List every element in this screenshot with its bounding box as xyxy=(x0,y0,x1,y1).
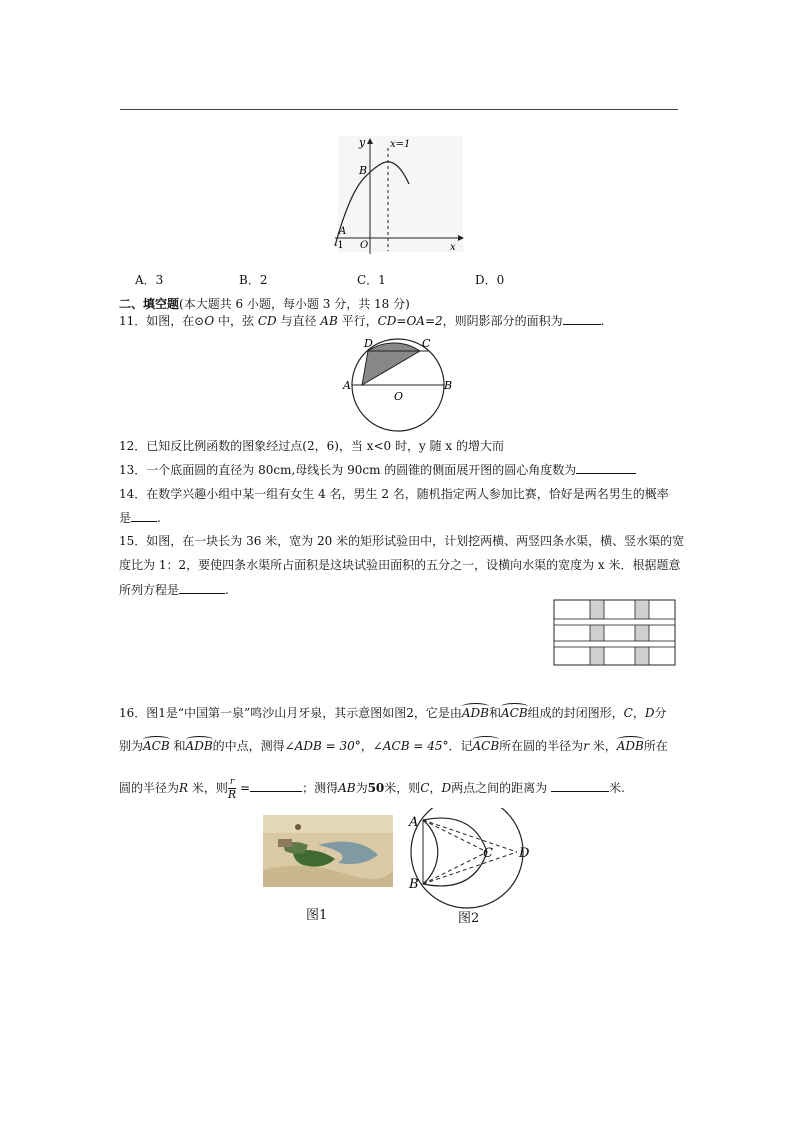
q11-diameter: AB xyxy=(320,314,338,328)
point-c: C xyxy=(623,706,633,720)
q16-text: 和 xyxy=(173,739,186,753)
arc-adb: ADB xyxy=(185,739,213,753)
question-16-line3 xyxy=(119,776,625,801)
q11-equation: CD=OA=2 xyxy=(377,314,443,328)
point-a-label: A xyxy=(339,226,347,237)
arc-adb: ADB xyxy=(461,706,489,720)
angle-adb: ∠ADB = 30° xyxy=(284,739,361,753)
q16-text: 的中点，测得 xyxy=(212,739,285,753)
q16-text: 别为 xyxy=(119,739,144,753)
q16-text: 米， xyxy=(588,739,617,753)
arc-acb: ACB xyxy=(500,706,528,720)
q16-fig-num: 1 xyxy=(158,706,166,720)
choice-d: D．0 xyxy=(475,273,505,287)
q16-text: 为 xyxy=(355,781,368,795)
q16-fig-num: 2 xyxy=(406,706,414,720)
q11-text: 平行， xyxy=(337,314,378,328)
question-15-line2: 度比为 1：2，要使四条水渠所占面积是这块试验田面积的五分之一，设横向水渠的宽度为 x 米．根据题意 xyxy=(119,558,681,572)
x-axis-label: x xyxy=(450,242,456,253)
radius-big-r: R xyxy=(179,781,189,795)
label-d: D xyxy=(364,337,373,350)
q11-text: . xyxy=(600,314,605,328)
arc-adb: ADB xyxy=(616,739,644,753)
q13-text: 13．一个底面圆的直径为 80cm,母线长为 90cm 的圆锥的侧面展开图的圆心角度数为 xyxy=(119,463,577,477)
answer-blank xyxy=(131,510,157,522)
question-15-line3 xyxy=(119,582,229,597)
choice-b: B．2 xyxy=(239,273,268,287)
answer-blank xyxy=(576,462,636,474)
fraction-numerator: r xyxy=(229,777,235,787)
label-a: A xyxy=(409,815,419,830)
fraction-r-over-R xyxy=(228,776,236,801)
label-b: B xyxy=(444,379,453,392)
segment-ab: AB xyxy=(338,781,356,795)
q11-number: 11． xyxy=(119,314,147,328)
q16-text: ， xyxy=(429,781,442,795)
label-a: A xyxy=(343,379,351,392)
q14-text: 是 xyxy=(119,511,132,525)
point-d: D xyxy=(644,706,655,720)
axis-of-symmetry-label: x=1 xyxy=(390,139,411,150)
question-16-line1 xyxy=(119,704,667,720)
q16-text: 分 xyxy=(654,706,667,720)
question-11 xyxy=(119,313,605,328)
crescent-spring-photo xyxy=(263,815,393,887)
origin-label: O xyxy=(360,240,369,251)
label-b: B xyxy=(409,877,419,892)
section-heading xyxy=(119,297,410,311)
q16-text: 两点之间的距离为 xyxy=(451,781,548,795)
q16-text: 圆的半径为 xyxy=(119,781,180,795)
q16-text: ；测得 xyxy=(302,781,339,795)
question-16-line2 xyxy=(119,737,668,753)
length-value: 50 xyxy=(367,781,385,795)
q11-text: 中，弦 xyxy=(214,314,258,328)
question-13 xyxy=(119,462,636,477)
q11-circle-o: O xyxy=(204,314,215,328)
question-15-line1: 15．如图，在一块长为 36 米，宽为 20 米的矩形试验田中，计划挖两横、两竖四条水渠，横、竖水渠的宽 xyxy=(119,534,685,548)
circle-figure xyxy=(340,334,455,434)
figure-2-caption: 图2 xyxy=(458,911,480,926)
q16-text: 米，则 xyxy=(384,781,421,795)
q15-text: 所列方程是 xyxy=(119,583,180,597)
answer-blank xyxy=(179,582,225,594)
q16-text: 米. xyxy=(609,781,625,795)
q16-text: ， xyxy=(360,739,373,753)
choice-a: A．3 xyxy=(135,273,164,287)
fraction-denominator: R xyxy=(227,788,237,801)
q16-text: 是“中国第一泉”鸣沙山月牙泉，其示意图如图 xyxy=(165,706,407,720)
q16-number: 16．图 xyxy=(119,706,159,720)
q14-text: . xyxy=(157,511,161,525)
label-o: O xyxy=(394,390,404,403)
point-c: C xyxy=(420,781,430,795)
label-c: C xyxy=(422,337,431,350)
label-c: C xyxy=(483,846,493,861)
y-axis-label: y xyxy=(359,136,366,149)
radius-r: r xyxy=(583,739,589,753)
q16-text: 米，则 xyxy=(188,781,228,795)
answer-blank xyxy=(250,780,302,792)
q16-text: 和 xyxy=(488,706,501,720)
figure-1-caption: 图1 xyxy=(306,908,328,923)
question-14-line2 xyxy=(119,510,161,525)
angle-acb: ∠ACB = 45° xyxy=(372,739,449,753)
question-14-line1: 14．在数学兴趣小组中某一组有女生 4 名，男生 2 名，随机指定两人参加比赛，恰好是两名男生的概率 xyxy=(119,487,669,501)
q15-text: . xyxy=(225,583,229,597)
point-b-label: B xyxy=(359,164,368,177)
q11-text: 如图，在⊙ xyxy=(146,314,205,328)
q16-text: 所在圆的半径为 xyxy=(499,739,584,753)
section-note: (本大题共 6 小题，每小题 3 分，共 18 分) xyxy=(179,297,410,311)
parabola-graph xyxy=(330,136,465,256)
section-title: 二、填空题 xyxy=(119,297,180,311)
q16-text: ，它是由 xyxy=(413,706,462,720)
canal-figure xyxy=(553,599,677,667)
neg-one-label: -1 xyxy=(334,240,344,251)
q16-text: 组成的封闭图形， xyxy=(527,706,624,720)
choice-c: C．1 xyxy=(357,273,386,287)
q16-text: 所在 xyxy=(643,739,668,753)
arc-acb: ACB xyxy=(143,739,170,753)
header-rule xyxy=(120,109,678,110)
label-d: D xyxy=(519,846,530,861)
q16-text: ．记 xyxy=(448,739,473,753)
point-d: D xyxy=(441,781,452,795)
answer-blank xyxy=(563,313,601,325)
question-12: 12．已知反比例函数的图象经过点(2，6)，当 x<0 时，y 随 x 的增大而 xyxy=(119,439,504,453)
q16-text: = xyxy=(236,781,251,795)
q11-text: 与直径 xyxy=(276,314,321,328)
arc-acb: ACB xyxy=(472,739,500,753)
q11-chord: CD xyxy=(257,314,277,328)
q16-text: ， xyxy=(632,706,645,720)
answer-blank xyxy=(551,780,609,792)
q11-text: ，则阴影部分的面积为 xyxy=(442,314,563,328)
